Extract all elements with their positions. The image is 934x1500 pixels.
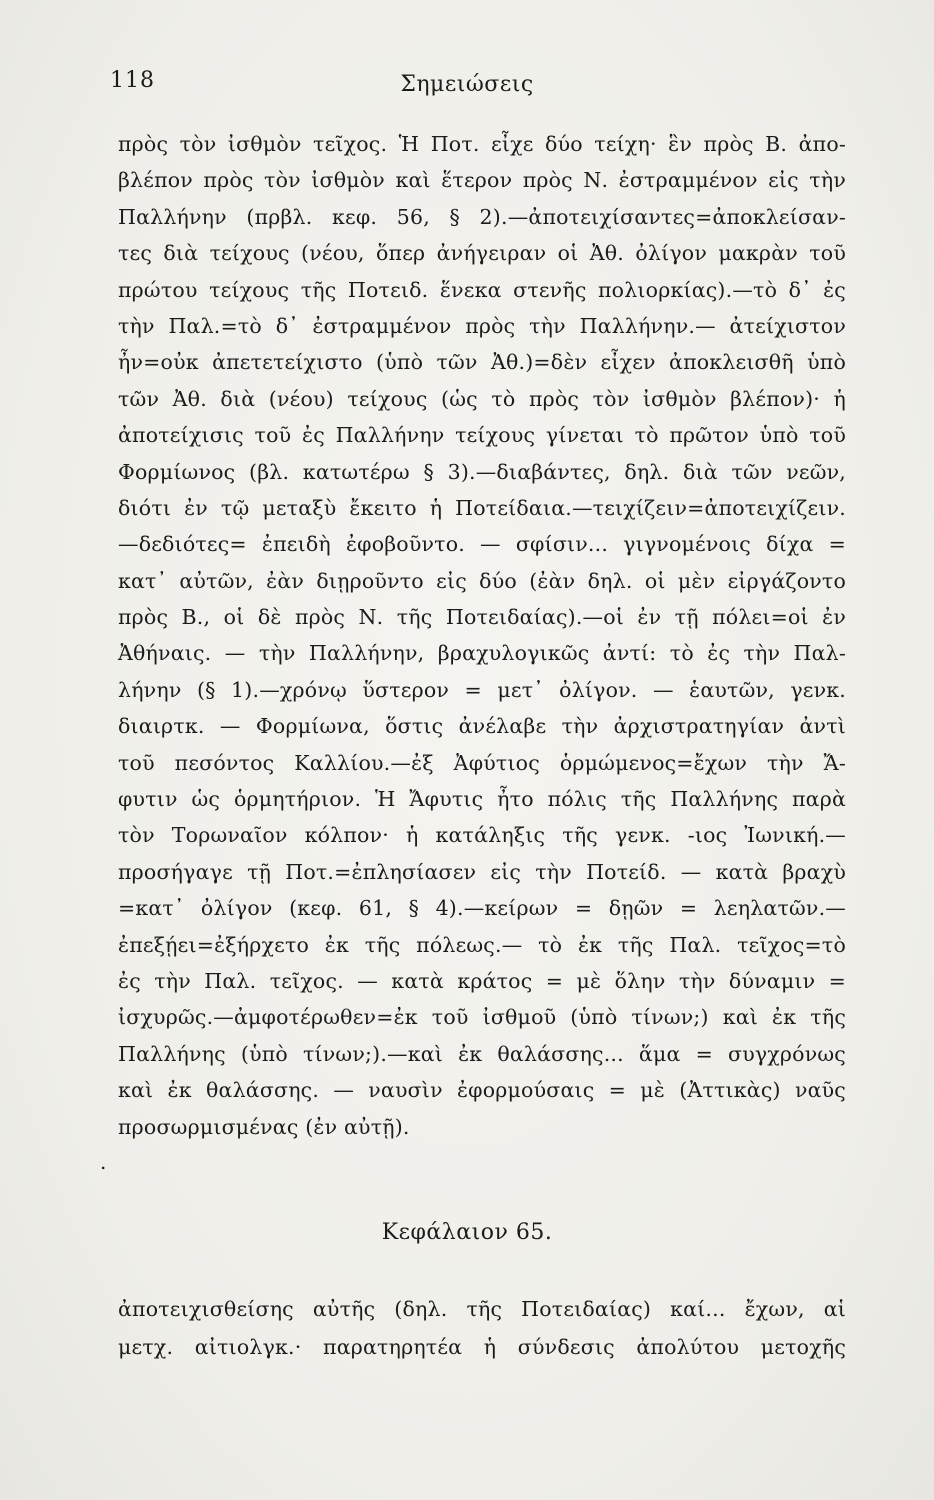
notes-block — [118, 126, 846, 1145]
text-line: διαιρτκ. — Φορμίωνα, ὅστις ἀνέλαβε τὴν ἀρχιστρατηγίαν ἀντὶ — [118, 714, 846, 739]
text-line: φυτιν ὡς ὁρμητήριον. Ἡ Ἄφυτις ἦτο πόλις τῆς Παλλήνης παρὰ — [118, 787, 846, 812]
text-line: προσωρμισμένας (ἐν αὐτῇ). — [118, 1114, 410, 1139]
text-line: ἀποτείχισις τοῦ ἐς Παλλήνην τείχους γίνεται τὸ πρῶτον ὑπὸ τοῦ — [118, 423, 846, 448]
text-line: =κατ᾽ ὀλίγον (κεφ. 61, § 4).—κείρων = δῃῶν = λεηλατῶν.— — [118, 896, 846, 921]
text-line: καὶ ἐκ θαλάσσης. — ναυσὶν ἐφορμούσαις = μὲ (Ἀττικὰς) ναῦς — [118, 1078, 846, 1103]
text-line: διότι ἐν τῷ μεταξὺ ἔκειτο ἡ Ποτείδαια.—τειχίζειν=ἀποτειχίζειν. — [118, 495, 846, 520]
text-line: τες διὰ τείχους (νέου, ὅπερ ἀνήγειραν οἱ Ἀθ. ὀλίγον μακρὰν τοῦ — [118, 241, 846, 266]
running-title: Σημειώσεις — [400, 72, 534, 97]
text-line: τὴν Παλ.=τὸ δ᾽ ἐστραμμένον πρὸς τὴν Παλλήνην.— ἀτείχιστον — [118, 313, 846, 338]
text-line: τῶν Ἀθ. διὰ (νέου) τείχους (ὡς τὸ πρὸς τὸν ἰσθμὸν βλέπον)· ἡ — [118, 386, 846, 411]
text-line: ἐς τὴν Παλ. τεῖχος. — κατὰ κράτος = μὲ ὅλην τὴν δύναμιν = — [118, 968, 846, 993]
text-line: πρὸς Β., οἱ δὲ πρὸς Ν. τῆς Ποτειδαίας).—οἱ ἐν τῇ πόλει=οἱ ἐν — [118, 605, 846, 630]
text-line: πρώτου τείχους τῆς Ποτειδ. ἕνεκα στενῆς πολιορκίας).—τὸ δ᾽ ἐς — [118, 277, 846, 302]
text-line: Παλλήνην (πρβλ. κεφ. 56, § 2).—ἀποτειχίσαντες=ἀποκλείσαν- — [118, 204, 846, 229]
text-line: ἀποτειχισθείσης αὐτῆς (δηλ. τῆς Ποτειδαίας) καί... ἔχων, αἱ — [118, 1297, 846, 1321]
text-line: βλέπον πρὸς τὸν ἰσθμὸν καὶ ἕτερον πρὸς Ν. ἐστραμμένον εἰς τὴν — [118, 168, 846, 193]
text-line: —δεδιότες= ἐπειδὴ ἐφοβοῦντο. — σφίσιν... γιγνομένοις δίχα = — [118, 532, 846, 557]
text-line: τοῦ πεσόντος Καλλίου.—ἐξ Ἀφύτιος ὁρμώμενος=ἔχων τὴν Ἄ- — [118, 750, 846, 775]
chapter-heading: Κεφάλαιον 65. — [381, 1220, 553, 1245]
text-line: τὸν Τορωναῖον κόλπον· ἡ κατάληξις τῆς γενκ. -ιος Ἰωνική.— — [118, 823, 846, 848]
text-line: κατ᾽ αὐτῶν, ἐὰν διῃροῦντο εἰς δύο (ἐὰν δηλ. οἱ μὲν εἰργάζοντο — [118, 568, 846, 593]
chapter-notes-block — [118, 1290, 846, 1366]
text-line: ἐπεξῄει=ἐξήρχετο ἐκ τῆς πόλεως.— τὸ ἐκ τῆς Παλ. τεῖχος=τὸ — [118, 932, 846, 957]
text-line: λήνην (§ 1).—χρόνῳ ὕστερον = μετ᾽ ὀλίγον. — ἑαυτῶν, γενκ. — [118, 677, 846, 702]
text-line: ἰσχυρῶς.—ἀμφοτέρωθεν=ἐκ τοῦ ἰσθμοῦ (ὑπὸ τίνων;) καὶ ἐκ τῆς — [118, 1005, 846, 1030]
page-number: 118 — [110, 68, 155, 93]
text-line: προσήγαγε τῇ Ποτ.=ἐπλησίασεν εἰς τὴν Ποτείδ. — κατὰ βραχὺ — [118, 859, 846, 884]
text-line: μετχ. αἰτιολγκ.· παρατηρητέα ἡ σύνδεσις ἀπολύτου μετοχῆς — [118, 1335, 846, 1359]
text-line: Ἀθήναις. — τὴν Παλλήνην, βραχυλογικῶς ἀντί: τὸ ἐς τὴν Παλ- — [118, 641, 846, 666]
margin-mark: . — [100, 1150, 107, 1174]
text-line: Φορμίωνος (βλ. κατωτέρω § 3).—διαβάντες, δηλ. διὰ τῶν νεῶν, — [118, 459, 846, 484]
text-line: Παλλήνης (ὑπὸ τίνων;).—καὶ ἐκ θαλάσσης... ἅμα = συγχρόνως — [118, 1041, 846, 1066]
text-line: ἦν=οὐκ ἀπετετείχιστο (ὑπὸ τῶν Ἀθ.)=δὲν εἶχεν ἀποκλεισθῆ ὑπὸ — [118, 350, 846, 375]
text-line: πρὸς τὸν ἰσθμὸν τεῖχος. Ἡ Ποτ. εἶχε δύο τείχη· ἓν πρὸς Β. ἀπο- — [118, 132, 846, 156]
